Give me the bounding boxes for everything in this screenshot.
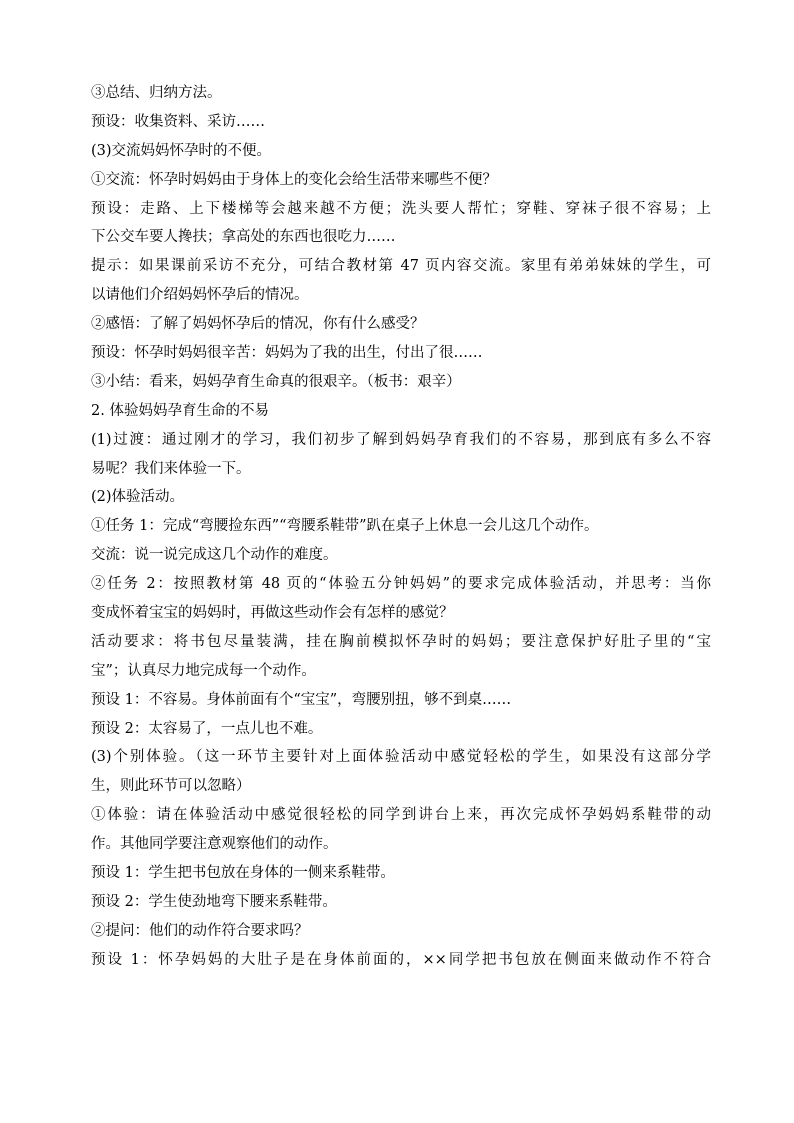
text-line: 预设 1：学生把书包放在身体的一侧来系鞋带。 [91,865,395,882]
text-line: 预设：怀孕时妈妈很辛苦：妈妈为了我的出生，付出了很…… [91,345,483,362]
text-line: 预设 1：怀孕妈妈的大肚子是在身体前面的，××同学把书包放在侧面来做动作不符合 [91,951,711,968]
text-line: 作。其他同学要注意观察他们的动作。 [91,836,338,853]
text-line: 预设 1：不容易。身体前面有个“宝宝”，弯腰别扭，够不到桌…… [91,691,512,708]
text-line: 预设 2：太容易了，一点儿也不难。 [91,720,323,737]
text-line: (3)个别体验。（这一环节主要针对上面体验活动中感觉轻松的学生，如果没有这部分学 [91,749,711,766]
section-heading: 2. 体验妈妈孕育生命的不易 [91,402,269,419]
text-line: 预设：走路、上下楼梯等会越来越不方便；洗头要人帮忙；穿鞋、穿袜子很不容易；上 [91,200,711,217]
text-line: 以请他们介绍妈妈怀孕后的情况。 [91,287,309,304]
text-line: 活动要求：将书包尽量装满，挂在胸前模拟怀孕时的妈妈；要注意保护好肚子里的“宝 [91,633,711,650]
text-line: 交流：说一说完成这几个动作的难度。 [91,547,338,564]
text-line: 变成怀着宝宝的妈妈时，再做这些动作会有怎样的感觉？ [91,605,454,622]
text-line: 提示：如果课前采访不充分，可结合教材第 47 页内容交流。家里有弟弟妹妹的学生，可 [91,258,711,275]
text-line: ①交流：怀孕时妈妈由于身体上的变化会给生活带来哪些不便？ [91,171,497,188]
text-line: 生，则此环节可以忽略） [91,778,251,795]
text-line: ②提问：他们的动作符合要求吗？ [91,922,309,939]
text-line: ③小结：看来，妈妈孕育生命真的很艰辛。（板书：艰辛） [91,373,461,390]
text-line: (2)体验活动。 [91,489,185,506]
text-line: 易呢？我们来体验一下。 [91,460,251,477]
text-line: 下公交车要人搀扶；拿高处的东西也很吃力…… [91,229,396,246]
text-line: (3)交流妈妈怀孕时的不便。 [91,142,272,159]
text-line: 预设 2：学生使劲地弯下腰来系鞋带。 [91,893,337,910]
text-line: 宝”；认真尽力地完成每一个动作。 [91,662,316,679]
text-line: ②任务 2：按照教材第 48 页的“体验五分钟妈妈”的要求完成体验活动，并思考：当你 [91,576,711,593]
text-line: (1)过渡：通过刚才的学习，我们初步了解到妈妈孕育我们的不容易，那到底有多么不容 [91,431,711,448]
text-line: ①任务 1：完成“弯腰捡东西”“弯腰系鞋带”趴在桌子上休息一会儿这几个动作。 [91,518,599,535]
text-line: ②感悟：了解了妈妈怀孕后的情况，你有什么感受？ [91,316,425,333]
document-body [91,79,711,975]
text-line: ①体验：请在体验活动中感觉很轻松的同学到讲台上来，再次完成怀孕妈妈系鞋带的动 [91,807,711,824]
text-line: 预设：收集资料、采访…… [91,113,265,130]
text-line: ③总结、归纳方法。 [91,85,222,101]
